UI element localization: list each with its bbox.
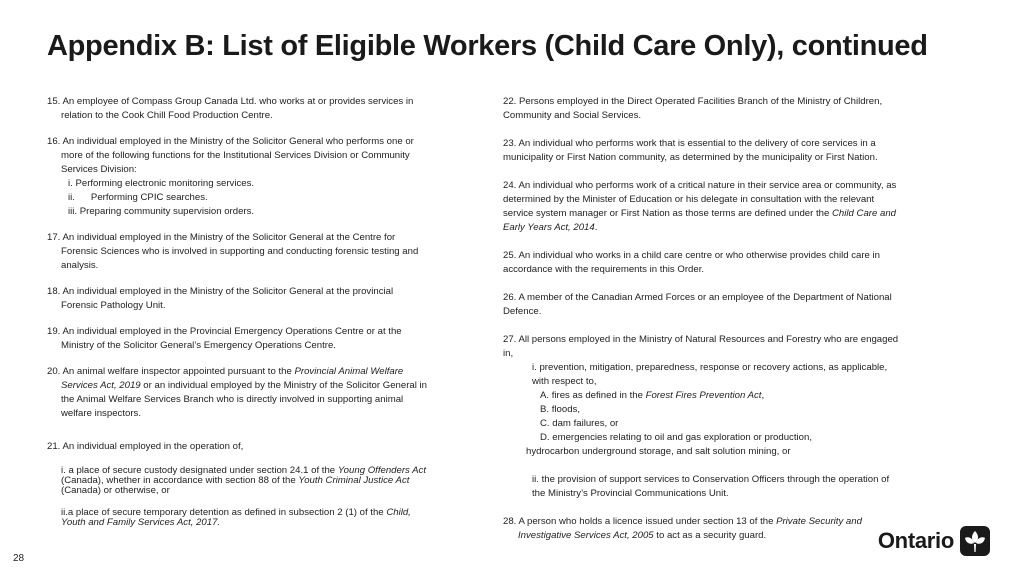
right-column xyxy=(503,95,953,543)
list-item: 18. An individual employed in the Ministry of the Solicitor General at the provincial Forensic Pathology Unit. xyxy=(47,286,394,311)
list-item: 21. An individual employed in the operation of, i. a place of secure custody designated under section 24.1 of the Young Offenders Act (Canada), whether in accordance with section 88 of the Youth Criminal Justice Act (Canada) or otherwise, or ii.a place of secure temporary detention as defined in subsection 2 (1) of the Child, Youth and Family Services Act, 2017. xyxy=(47,441,426,528)
list-item: 25. An individual who works in a child care centre or who otherwise provides child care in accordance with the requirements in this Order. xyxy=(503,250,881,275)
left-column xyxy=(47,95,477,528)
page-number: 28 xyxy=(13,553,25,564)
list-item: 23. An individual who performs work that is essential to the delivery of core services in a municipality or First Nation community, as determined by the municipality or First Nation. xyxy=(503,138,878,163)
list-item: 22. Persons employed in the Direct Operated Facilities Branch of the Ministry of Children, Community and Social Services. xyxy=(503,96,883,121)
ontario-logo xyxy=(878,526,990,556)
list-item: 28. A person who holds a licence issued under section 13 of the Private Security and Investigative Services Act, 2005 to act as a security guard. xyxy=(503,516,862,541)
page-title: Appendix B: List of Eligible Workers (Child Care Only), continued xyxy=(47,30,928,62)
list-item: 19. An individual employed in the Provincial Emergency Operations Centre or at the Ministry of the Solicitor General’s Emergency Operations Centre. xyxy=(47,326,402,351)
list-item: 26. A member of the Canadian Armed Forces or an employee of the Department of National Defence. xyxy=(503,292,892,317)
list-item: 27. All persons employed in the Ministry of Natural Resources and Forestry who are engaged in, i. prevention, mitigation, preparedness, response or recovery actions, as applicable, with respect to, A. fires as defined in the Forest Fires Prevention Act, B. floods, C. dam failures, or D. emergencies relating to oil and gas exploration or production, hydrocarbon underground storage, and salt solution mining, or ii. the provision of support services to Conservation Officers through the operation of the Ministry’s Provincial Communications Unit. xyxy=(503,334,899,499)
list-item: 15. An employee of Compass Group Canada Ltd. who works at or provides services in relation to the Cook Chill Food Production Centre. xyxy=(47,96,414,121)
logo-text: Ontario xyxy=(877,528,954,553)
list-item: 24. An individual who performs work of a critical nature in their service area or community, as determined by the Minister of Education or his delegate in consultation with the relevant service system manager or First Nation as those terms are defined under the Child Care and Early Years Act, 2014. xyxy=(503,180,897,233)
list-item: 20. An animal welfare inspector appointed pursuant to the Provincial Animal Welfare Services Act, 2019 or an individual employed by the Ministry of the Solicitor General in the Animal Welfare Services Branch who is directly involved in supporting animal welfare inspectors. xyxy=(47,366,427,419)
list-item: 16. An individual employed in the Ministry of the Solicitor General who performs one or more of the following functions for the Institutional Services Division or Community Services Division: i. Performing electronic monitoring services. ii. Performing CPIC searches. iii. Preparing community supervision orders. xyxy=(47,136,414,217)
trillium-icon xyxy=(960,526,990,556)
list-item: 17. An individual employed in the Ministry of the Solicitor General at the Centre for Forensic Sciences who is involved in supporting and conducting forensic testing and analysis. xyxy=(47,232,419,271)
